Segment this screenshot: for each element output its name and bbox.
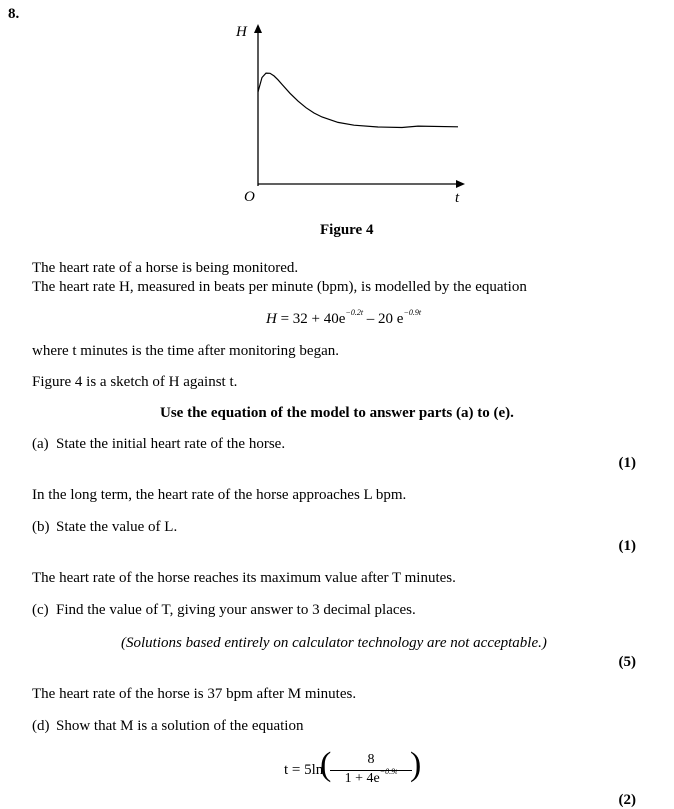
final-equation-fraction <box>330 752 412 787</box>
y-axis-label: H <box>236 24 247 40</box>
part-c-marks: (5) <box>618 654 636 670</box>
part-c-label: (c) <box>32 602 49 618</box>
part-d-label: (d) <box>32 718 50 734</box>
part-b-text: State the value of L. <box>56 519 178 535</box>
denominator-base: 1 + 4e <box>344 771 380 786</box>
final-equation-lhs: t = 5ln <box>284 762 324 778</box>
long-term-text: In the long term, the heart rate of the horse approaches L bpm. <box>32 487 407 503</box>
model-equation <box>266 308 422 328</box>
equation-lhs: H <box>266 311 277 327</box>
figure-reference: Figure 4 is a sketch of H against t. <box>32 374 238 390</box>
final-equation-left-paren: ( <box>320 746 332 783</box>
part-a-label: (a) <box>32 436 49 452</box>
intro-line-2: The heart rate H, measured in beats per minute (bpm), is modelled by the equation <box>32 279 527 295</box>
part-d-text: Show that M is a solution of the equation <box>56 718 304 734</box>
max-text: The heart rate of the horse reaches its maximum value after T minutes. <box>32 570 456 586</box>
fraction-denominator <box>330 767 412 787</box>
where-text: where t minutes is the time after monitoring began. <box>32 343 340 359</box>
part-d-marks: (2) <box>618 792 636 808</box>
part-a-marks: (1) <box>618 455 636 471</box>
part-c-text: Find the value of T, giving your answer to 3 decimal places. <box>56 602 416 618</box>
calculator-note: (Solutions based entirely on calculator technology are not acceptable.) <box>121 635 547 651</box>
x-axis-label: t <box>455 190 460 206</box>
fraction-numerator: 8 <box>367 752 375 767</box>
figure-4-graph <box>0 0 674 240</box>
x-axis <box>258 180 465 188</box>
equation-exponent-2: −0.9t <box>403 308 422 317</box>
equation-exponent-1: −0.2t <box>345 308 364 317</box>
figure-caption: Figure 4 <box>320 222 374 238</box>
question-number: 8. <box>8 6 20 22</box>
origin-label: O <box>244 189 255 205</box>
thirty-seven-text: The heart rate of the horse is 37 bpm after M minutes. <box>32 686 357 702</box>
equation-part-2: – 20 e <box>363 311 404 327</box>
intro-line-1: The heart rate of a horse is being monitored. <box>32 260 299 276</box>
y-axis <box>254 24 262 186</box>
final-equation-right-paren: ) <box>410 746 422 783</box>
part-b-marks: (1) <box>618 538 636 554</box>
heart-rate-curve <box>258 73 458 127</box>
instruction: Use the equation of the model to answer parts (a) to (e). <box>160 405 514 421</box>
equation-part-1: = 32 + 40e <box>276 311 346 327</box>
part-b-label: (b) <box>32 519 50 535</box>
part-a-text: State the initial heart rate of the horse. <box>56 436 286 452</box>
denominator-exponent: −0.9t <box>379 767 398 776</box>
